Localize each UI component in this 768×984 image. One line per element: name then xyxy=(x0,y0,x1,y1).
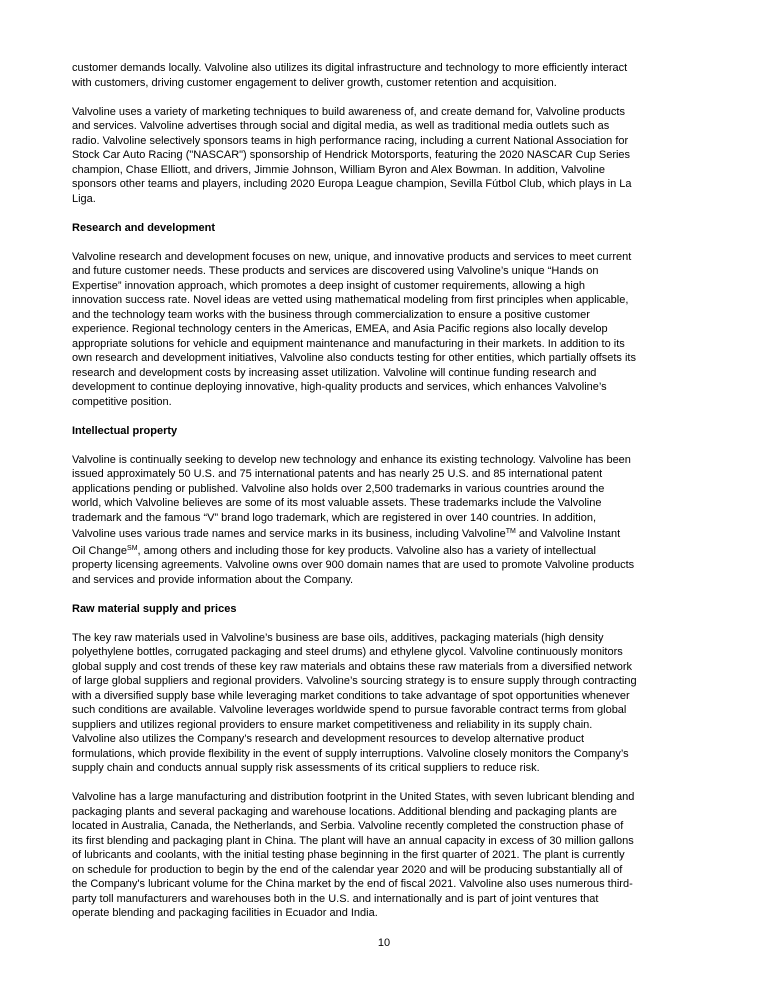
text-line: own research and development initiatives, Valvoline also conducts testing for other entities, which partially offsets its xyxy=(72,352,636,364)
text-line: Expertise” innovation approach, which promotes a deep insight of customer requirements, allowing a high xyxy=(72,279,586,292)
superscript-mark: TM xyxy=(505,528,516,535)
text-run: Oil Change xyxy=(72,544,128,557)
text-line xyxy=(72,525,706,542)
text-line: and the technology team works with the business through commercialization to ensure a positive customer xyxy=(72,308,590,321)
paragraph xyxy=(72,790,706,921)
text-line: formulations, which provide flexibility in the event of supply interruptions. Valvoline closely monitors the Company’s xyxy=(72,747,629,760)
text-line: operate blending and packaging facilities in Ecuador and India. xyxy=(72,907,378,919)
text-line: Liga. xyxy=(72,192,96,205)
text-line: its first blending and packaging plant in China. The plant will have an annual capacity in excess of 30 million gallons xyxy=(72,834,634,847)
text-line: Valvoline uses a variety of marketing techniques to build awareness of, and create demand for, Valvoline products xyxy=(72,105,625,118)
text-line: research and development costs by increasing asset utilization. Valvoline will continue funding research and xyxy=(72,366,597,379)
paragraph xyxy=(72,453,706,588)
paragraph xyxy=(72,631,706,776)
text-line: The key raw materials used in Valvoline’s business are base oils, additives, packaging materials (high density xyxy=(72,631,604,644)
text-line: trademark and the famous “V” brand logo trademark, which are registered in over 140 countries. In addition, xyxy=(72,511,596,524)
section-heading xyxy=(72,602,706,617)
text-line: sponsors other teams and players, including 2020 Europa League champion, Sevilla Fútbol Club, which plays in La xyxy=(72,178,632,190)
text-line: applications pending or published. Valvoline also holds over 2,500 trademarks in various countries around the xyxy=(72,482,605,495)
text-line: Valvoline also utilizes the Company’s research and development resources to develop alternative product xyxy=(72,733,584,745)
page-number: 10 xyxy=(377,937,391,949)
text-line: Raw material supply and prices xyxy=(72,602,237,615)
text-line: Valvoline research and development focuses on new, unique, and innovative products and services to meet current xyxy=(72,250,632,263)
text-line: competitive position. xyxy=(72,395,172,408)
text-line: with customers, driving customer engagement to deliver growth, customer retention and acquisition. xyxy=(72,76,557,89)
text-line: of large global suppliers and regional providers. Valvoline’s sourcing strategy is to ensure supply through contracting xyxy=(72,675,637,687)
superscript-mark: SM xyxy=(127,544,138,552)
text-line: and future customer needs. These products and services are discovered using Valvoline’s unique “Hands on xyxy=(72,265,599,277)
text-run: and Valvoline Instant xyxy=(515,528,621,540)
text-line: issued approximately 50 U.S. and 75 international patents and has nearly 25 U.S. and 85 international patent xyxy=(72,468,603,480)
text-line: champion, Chase Elliott, and drivers, Jimmie Johnson, William Byron and Alex Bowman. In addition, Valvoline xyxy=(72,163,605,176)
text-line: property licensing agreements. Valvoline owns over 900 domain names that are used to promote Valvoline products xyxy=(72,559,635,571)
text-line: Valvoline is continually seeking to develop new technology and enhance its existing technology. Valvoline has been xyxy=(72,453,631,466)
text-line: and services and provide information about the Company. xyxy=(72,573,354,586)
text-line: on schedule for production to begin by the end of the calendar year 2020 and will be producing substantially all of xyxy=(72,863,623,876)
text-line: party toll manufacturers and warehouses both in the U.S. and internationally and is part of joint ventures that xyxy=(72,892,599,905)
text-run: , among others and including those for key products. Valvoline also has a variety of intellectual xyxy=(137,544,596,557)
text-line: world, which Valvoline believes are some of its most valuable assets. These trademarks include the Valvoline xyxy=(72,497,602,509)
text-line: appropriate solutions for vehicle and equipment maintenance and manufacturing in their markets. In addition to its xyxy=(72,337,625,350)
text-line: of lubricants and coolants, with the initial testing phase beginning in the first quarter of 2021. The plant is currently xyxy=(72,849,625,861)
text-line: with a diversified supply base while leveraging market conditions to take advantage of spot opportunities whenever xyxy=(72,689,630,702)
section-heading xyxy=(72,424,706,439)
text-line: Research and development xyxy=(72,221,216,234)
text-line: supply chain and conducts annual supply risk assessments of its critical suppliers to reduce risk. xyxy=(72,762,540,774)
text-line: polyethylene bottles, corrugated packaging and steel drums) and ethylene glycol. Valvoline continuously monitors xyxy=(72,646,623,658)
text-line: experience. Regional technology centers in the Americas, EMEA, and Asia Pacific regions also locally develop xyxy=(72,323,608,335)
document-body xyxy=(72,61,706,935)
text-line: innovation success rate. Novel ideas are vetted using mathematical modeling from first principles when applicable, xyxy=(72,294,629,306)
paragraph xyxy=(72,61,706,90)
text-line: radio. Valvoline selectively sponsors teams in high performance racing, including a current National Association for xyxy=(72,134,629,147)
text-line: Intellectual property xyxy=(72,424,178,437)
text-line: development to continue deploying innovative, high-quality products and services, which enhances Valvoline’s xyxy=(72,381,607,393)
text-line: global supply and cost trends of these key raw materials and obtains these raw materials from a diversified network xyxy=(72,660,633,673)
text-line: the Company's lubricant volume for the China market by the end of fiscal 2021. Valvoline also uses numerous third- xyxy=(72,878,633,890)
text-line: such conditions are available. Valvoline leverages worldwide spend to pursue favorable contract terms from global xyxy=(72,704,627,716)
text-line: Stock Car Auto Racing ("NASCAR") sponsorship of Hendrick Motorsports, featuring the 2020 NASCAR Cup Series xyxy=(72,149,631,161)
text-line: and services. Valvoline advertises through social and digital media, as well as traditional media outlets such as xyxy=(72,120,610,132)
text-line: packaging plants and several packaging and warehouse locations. Additional blending and packaging plants are xyxy=(72,805,617,818)
text-line: located in Australia, Canada, the Netherlands, and Serbia. Valvoline recently completed the construction phase of xyxy=(72,820,624,832)
text-line: Valvoline has a large manufacturing and distribution footprint in the United States, with seven lubricant blending and xyxy=(72,791,635,803)
text-line: customer demands locally. Valvoline also utilizes its digital infrastructure and technology to more efficiently interact xyxy=(72,62,628,74)
section-heading xyxy=(72,221,706,236)
text-line xyxy=(72,542,706,559)
text-line: suppliers and utilizes regional providers to ensure market competitiveness and reliability in its supply chain. xyxy=(72,718,593,731)
paragraph xyxy=(72,105,706,207)
paragraph xyxy=(72,250,706,410)
text-run: Valvoline uses various trade names and service marks in its business, including Valvoline xyxy=(72,528,506,540)
